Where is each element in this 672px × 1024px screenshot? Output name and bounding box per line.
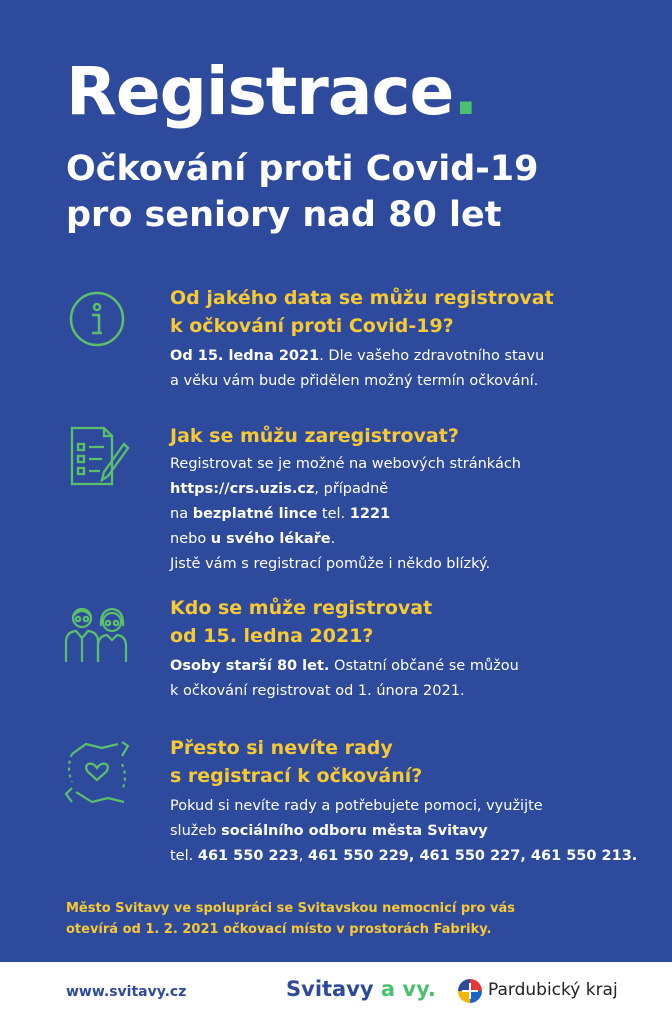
helping-hands-heart-icon	[62, 738, 132, 808]
answer: Registrovat se je možné na webových stránkách https://crs.uzis.cz, případně na bezplatné lince tel. 1221 nebo u svého lékaře. Jistě vám s registrací pomůže i někdo blízký.	[170, 456, 522, 572]
answer: Osoby starší 80 let. Ostatní občané se můžou k očkování registrovat od 1. února 2021.	[170, 658, 519, 699]
question: Kdo se může registrovat od 15. ledna 2021?	[170, 597, 433, 647]
phone-number[interactable]: 461 550 223	[197, 848, 299, 864]
question: Přesto si nevíte rady s registrací k očkování?	[170, 737, 423, 787]
answer: Pokud si nevíte rady a potřebujete pomoci, využijte služeb sociálního odboru města Svitavy tel. 461 550 223, 461 550 229, 461 550 227, 461 550 213.	[170, 798, 638, 864]
page-title: Registrace.	[66, 53, 478, 130]
bottom-bar: www.svitavy.cz Svitavy a vy. Pardubický kraj	[0, 962, 672, 1024]
question: Jak se můžu zaregistrovat?	[170, 425, 459, 447]
registration-url[interactable]: https://crs.uzis.cz	[170, 481, 315, 497]
question: Od jakého data se můžu registrovat k očkování proti Covid-19?	[170, 287, 554, 337]
subtitle-line-2: pro seniory nad 80 let	[66, 195, 502, 235]
free-line-phone[interactable]: 1221	[349, 506, 391, 522]
info-icon	[62, 286, 132, 356]
phone-numbers[interactable]: 461 550 229, 461 550 227, 461 550 213.	[307, 848, 638, 864]
page-subtitle	[66, 146, 656, 238]
subtitle-line-1: Očkování proti Covid-19	[66, 149, 539, 189]
svitavy-logo: Svitavy a vy.	[286, 977, 436, 1001]
answer: Od 15. ledna 2021. Dle vašeho zdravotního stavu a věku vám bude přidělen možný termín očkování.	[170, 348, 545, 389]
region-emblem-icon	[458, 979, 482, 1003]
footer-note: Město Svitavy ve spolupráci se Svitavskou nemocnicí pro vás otevírá od 1. 2. 2021 očkovací místo v prostorách Fabriky.	[66, 901, 515, 937]
title-dot: .	[453, 53, 478, 130]
form-checklist-icon	[62, 422, 132, 492]
seniors-icon	[62, 598, 132, 668]
website-link[interactable]: www.svitavy.cz	[66, 984, 187, 1000]
